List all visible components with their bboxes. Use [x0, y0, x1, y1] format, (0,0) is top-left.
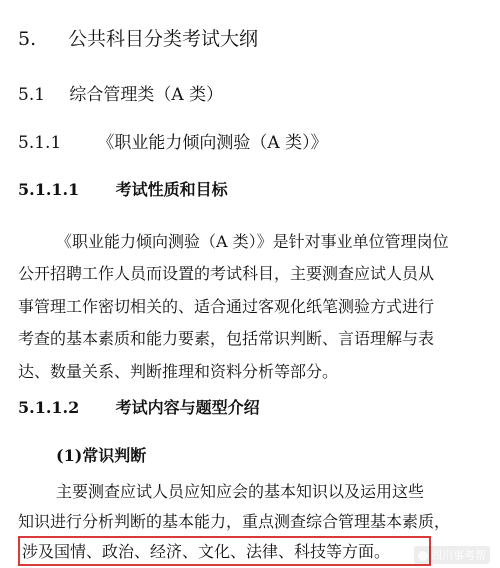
- para1-line-4: 考查的基本素质和能力要素，包括常识判断、言语理解与表: [18, 329, 435, 348]
- heading-4a-number: 5.1.1.1: [18, 180, 80, 199]
- para1-line-2: 公开招聘工作人员而设置的考试科目，主要测查应试人员从: [18, 264, 435, 283]
- para2-line-2: 知识进行分析判断的基本能力，重点测查综合管理基本素质，: [18, 512, 451, 531]
- watermark-text: 四川事考帮: [431, 549, 486, 562]
- para1-line-1: 《职业能力倾向测验（A 类）》是针对事业单位管理岗位: [56, 232, 449, 251]
- heading-1: [18, 30, 258, 49]
- heading-3: [18, 135, 328, 152]
- para2-line-3: 涉及国情、政治、经济、文化、法律、科技等方面。: [22, 542, 391, 561]
- watermark-logo-icon: [418, 551, 428, 561]
- heading-1-title: 公共科目分类考试大纲: [68, 28, 259, 50]
- subsection-common-sense: (1)常识判断: [56, 446, 147, 465]
- heading-3-number: 5.1.1: [18, 133, 62, 153]
- heading-4-content-types: [18, 400, 260, 416]
- heading-4b-number: 5.1.1.2: [18, 398, 80, 417]
- heading-2-title: 综合管理类（A 类）: [69, 85, 224, 105]
- heading-4a-title: 考试性质和目标: [115, 180, 228, 199]
- watermark: [414, 546, 490, 564]
- heading-4b-title: 考试内容与题型介绍: [115, 398, 260, 417]
- heading-2-number: 5.1: [18, 85, 46, 105]
- heading-4-nature-goal: [18, 182, 228, 198]
- heading-3-title: 《职业能力倾向测验（A 类）》: [97, 133, 328, 153]
- heading-1-number: 5.: [18, 28, 37, 50]
- para1-line-5: 达、数量关系、判断推理和资料分析等部分。: [18, 362, 339, 381]
- heading-2: [18, 87, 223, 104]
- para2-line-1: 主要测查应试人员应知应会的基本知识以及运用这些: [56, 482, 425, 501]
- para1-line-3: 事管理工作密切相关的、适合通过客观化纸笔测验方式进行: [18, 297, 435, 316]
